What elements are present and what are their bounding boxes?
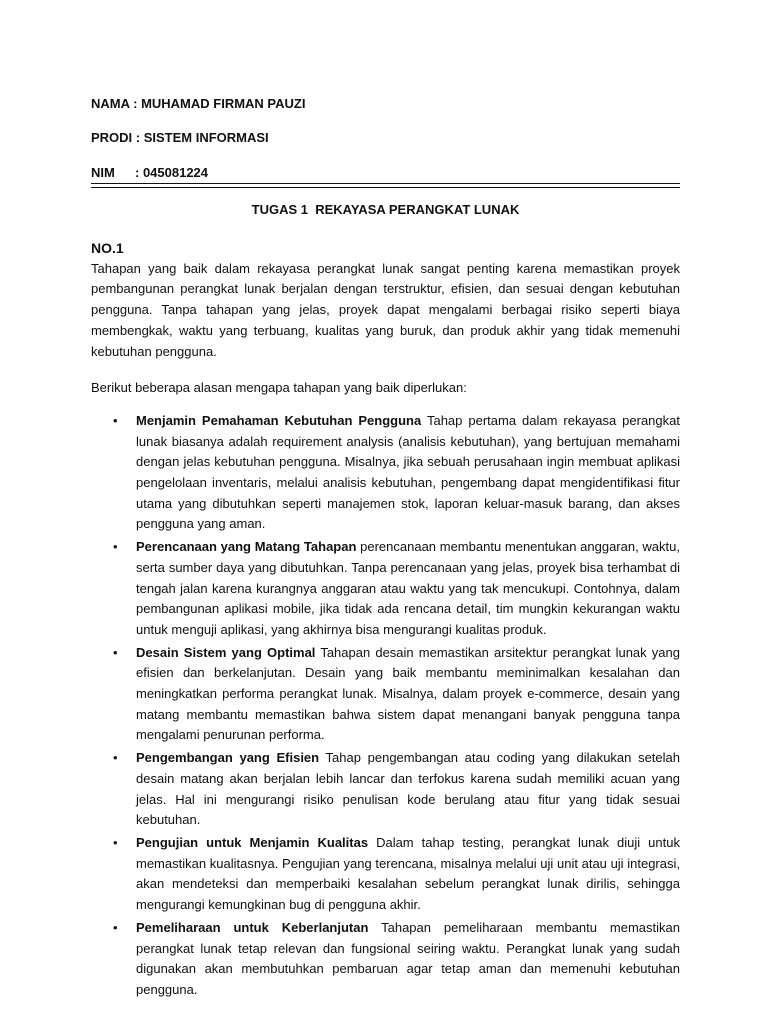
bullet-icon: • [113, 644, 118, 660]
section-content [91, 238, 680, 1003]
item-text: Tahapan desain memastikan arsitektur perangkat lunak yang efisien dan berkelanjutan. Desain yang baik membantu meminimalkan kesalahan dan meningkatkan performa perangkat lunak. Misalnya, dalam proyek e-commerce, desain yang matang membantu memastikan bahwa sistem dapat menangani banyak pengguna tanpa mengalami penurunan performa. [136, 644, 680, 743]
bullet-icon: • [113, 919, 118, 935]
item-heading: Desain Sistem yang Optimal [136, 644, 316, 660]
study-program: PRODI : SISTEM INFORMASI [91, 130, 269, 145]
item-text: Tahap pertama dalam rekayasa perangkat lunak biasanya adalah requirement analysis (analisis kebutuhan), yang bertujuan memahami dengan jelas kebutuhan pengguna. Misalnya, jika sebuah perusahaan ingin membuat aplikasi pengelolaan inventaris, melalui analisis kebutuhan, pengembang dapat mengidentifikasi fitur utama yang dibutuhkan seperti manajemen stok, laporan keluar-masuk barang, dan akses pengguna yang aman. [136, 412, 680, 532]
bullet-icon: • [113, 539, 118, 555]
list-intro: Berikut beberapa alasan mengapa tahapan yang baik diperlukan: [91, 380, 467, 396]
list-item [91, 643, 680, 747]
student-id [91, 163, 208, 183]
bullet-icon: • [113, 750, 118, 766]
item-heading: Pengembangan yang Efisien [136, 750, 320, 766]
item-text: perencanaan membantu menentukan anggaran, waktu, serta sumber daya yang dibutuhkan. Tanpa perencanaan yang jelas, proyek bisa terhambat di tengah jalan karena kurangnya anggaran atau waktu yang tak mencukupi. Contohnya, dalam pembangunan aplikasi mobile, jika tidak ada rencana detail, tim mungkin kekurangan waktu untuk menguji aplikasi, yang akhirnya bisa mengurangi kualitas produk. [136, 539, 680, 637]
bullet-icon: • [113, 834, 118, 850]
list-item [91, 918, 680, 1001]
item-text: Tahap pengembangan atau coding yang dilakukan setelah desain matang akan berjalan lebih lancar dan terfokus karena sudah memiliki acuan yang jelas. Hal ini mengurangi risiko penulisan kode berulang atau fitur yang tidak sesuai kebutuhan. [136, 750, 680, 828]
question-number: NO.1 [91, 240, 124, 256]
list-item [91, 833, 680, 916]
item-text: Tahapan pemeliharaan membantu memastikan perangkat lunak tetap relevan dan fungsional seiring waktu. Perangkat lunak yang sudah digunakan akan membutuhkan pembaruan agar tetap aman dan memenuhi kebutuhan pengguna. [136, 919, 680, 997]
student-id-value: : 045081224 [135, 165, 209, 180]
list-item [91, 411, 680, 535]
item-text: Dalam tahap testing, perangkat lunak diuji untuk memastikan kualitasnya. Pengujian yang terencana, misalnya melalui uji unit atau uji integrasi, akan mendeteksi dan memperbaiki kesalahan sebelum perangkat lunak dirilis, sehingga mengurangi kemungkinan bug di pengguna akhir. [136, 834, 680, 913]
reasons-list [91, 411, 680, 1001]
item-heading: Menjamin Pemahaman Kebutuhan Pengguna [136, 412, 422, 428]
student-name: NAMA : MUHAMAD FIRMAN PAUZI [91, 96, 306, 111]
student-id-label: NIM [91, 165, 115, 180]
header-divider [91, 183, 680, 188]
item-heading: Pemeliharaan untuk Keberlanjutan [136, 919, 369, 935]
list-item [91, 537, 680, 641]
bullet-icon: • [113, 412, 118, 428]
item-heading: Pengujian untuk Menjamin Kualitas [136, 834, 369, 850]
item-heading: Perencanaan yang Matang Tahapan [136, 539, 357, 555]
list-item [91, 748, 680, 831]
assignment-title: TUGAS 1 REKAYASA PERANGKAT LUNAK [251, 202, 520, 217]
intro-paragraph: Tahapan yang baik dalam rekayasa perangkat lunak sangat penting karena memastikan proyek pembangunan perangkat lunak berjalan dengan terstruktur, efisien, dan sesuai dengan kebutuhan pengguna. Tanpa tahapan yang jelas, proyek dapat mengalami berbagai risiko seperti biaya membengkak, waktu yang terbuang, kualitas yang buruk, dan produk akhir yang tidak memenuhi kebutuhan pengguna. [91, 260, 680, 359]
